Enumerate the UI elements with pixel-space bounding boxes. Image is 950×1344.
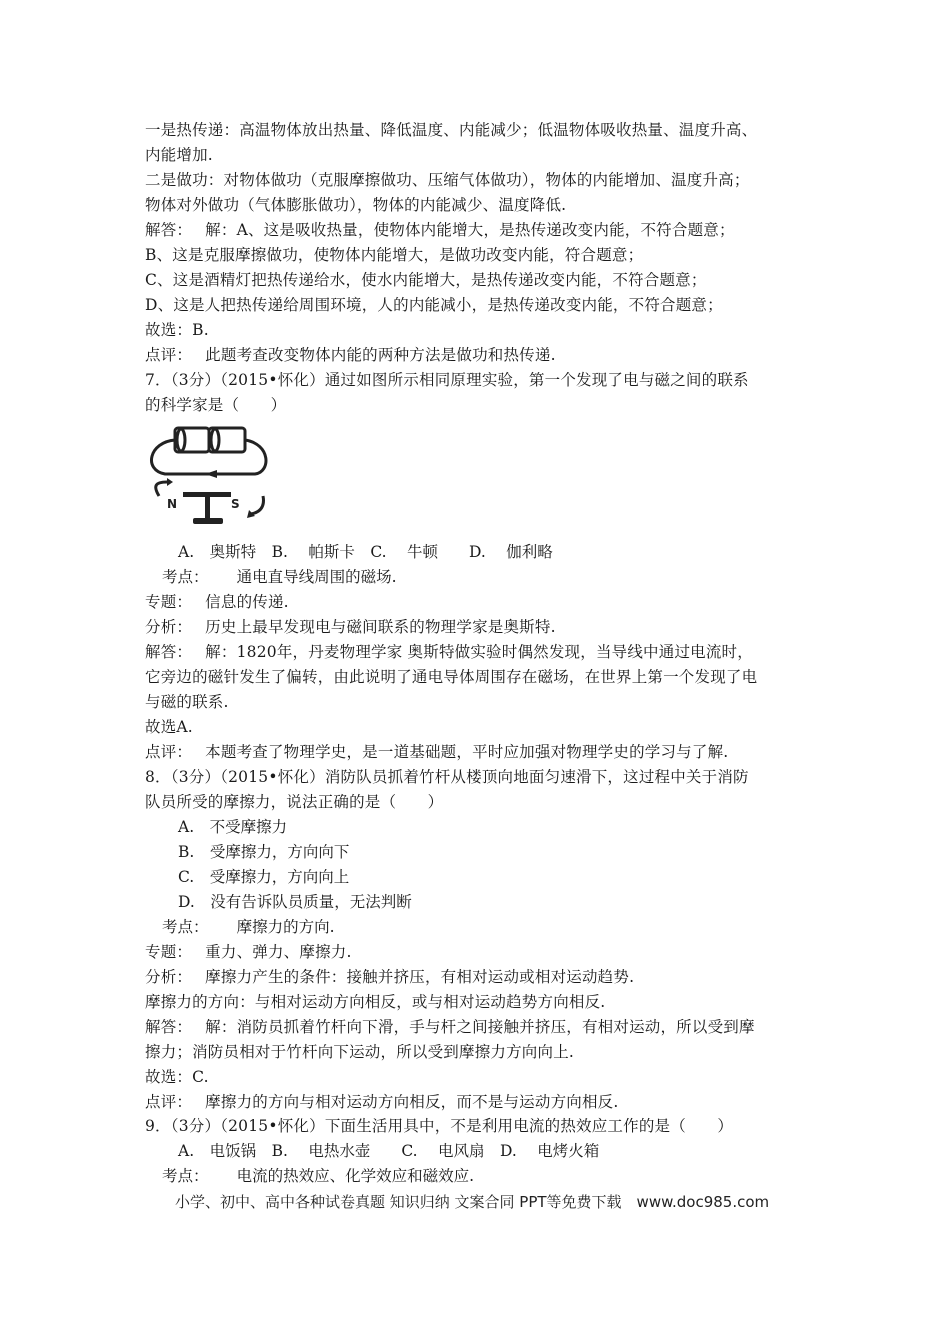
question-9-stem: 9．（3分）（2015•怀化）下面生活用具中，不是利用电流的热效应工作的是（ ） bbox=[145, 1117, 734, 1135]
text-line: 擦力；消防员相对于竹杆向下运动，所以受到摩擦力方向向上. bbox=[145, 1043, 575, 1061]
text-line: 解答： 解：A、这是吸收热量，使物体内能增大，是热传递改变内能，不符合题意； bbox=[145, 221, 735, 239]
question-7-options: A. 奥斯特 B. 帕斯卡 C. 牛顿 D. 伽利略 bbox=[178, 543, 553, 561]
text-line: 解答： 解：消防员抓着竹杆向下滑，手与杆之间接触并挤压，有相对运动，所以受到摩 bbox=[145, 1018, 755, 1036]
text-line: 分析： 历史上最早发现电与磁间联系的物理学家是奥斯特. bbox=[145, 618, 556, 636]
question-8-option-a: A. 不受摩擦力 bbox=[178, 818, 288, 836]
text-line: 考点： 电流的热效应、化学效应和磁效应. bbox=[162, 1167, 475, 1185]
text-line: 专题： 信息的传递. bbox=[145, 593, 289, 611]
text-line: 二是做功：对物体做功（克服摩擦做功、压缩气体做功），物体的内能增加、温度升高； bbox=[145, 171, 750, 189]
text-line: 分析： 摩擦力产生的条件：接触并挤压，有相对运动或相对运动趋势. bbox=[145, 968, 635, 986]
text-line: 点评： 本题考查了物理学史，是一道基础题，平时应加强对物理学史的学习与了解. bbox=[145, 743, 729, 761]
text-line: C、这是酒精灯把热传递给水，使水内能增大，是热传递改变内能，不符合题意； bbox=[145, 271, 707, 289]
question-7-stem: 的科学家是（ ） bbox=[145, 396, 287, 414]
text-line: 点评： 此题考查改变物体内能的两种方法是做功和热传递. bbox=[145, 346, 556, 364]
text-line: B、这是克服摩擦做功，使物体内能增大，是做功改变内能，符合题意； bbox=[145, 246, 644, 264]
text-line: 故选：C. bbox=[145, 1068, 209, 1086]
text-line: 一是热传递：高温物体放出热量、降低温度、内能减少；低温物体吸收热量、温度升高、 bbox=[145, 121, 758, 139]
question-8-option-b: B. 受摩擦力，方向向下 bbox=[178, 843, 350, 861]
question-8-stem: 8．（3分）（2015•怀化）消防队员抓着竹杆从楼顶向地面匀速滑下，这过程中关于消防 bbox=[145, 768, 749, 786]
text-line: 摩擦力的方向：与相对运动方向相反，或与相对运动趋势方向相反. bbox=[145, 993, 606, 1011]
text-line: 故选A. bbox=[145, 718, 193, 736]
page-footer: 小学、初中、高中各种试卷真题 知识归纳 文案合同 PPT等免费下载 www.doc985.com bbox=[175, 1193, 770, 1211]
text-line: 考点： 通电直导线周围的磁场. bbox=[162, 568, 397, 586]
question-8-stem: 队员所受的摩擦力，说法正确的是（ ） bbox=[145, 793, 444, 811]
text-line: 故选：B. bbox=[145, 321, 209, 339]
question-8-option-d: D. 没有告诉队员质量，无法判断 bbox=[178, 893, 412, 911]
question-7-stem: 7．（3分）（2015•怀化）通过如图所示相同原理实验，第一个发现了电与磁之间的联系 bbox=[145, 371, 749, 389]
text-line: 物体对外做功（气体膨胀做功），物体的内能减少、温度降低. bbox=[145, 196, 567, 214]
text-line: 与磁的联系. bbox=[145, 693, 229, 711]
north-pole-label: N bbox=[167, 497, 178, 511]
question-8-option-c: C. 受摩擦力，方向向上 bbox=[178, 868, 350, 886]
question-9-options: A. 电饭锅 B. 电热水壶 C. 电风扇 D. 电烤火箱 bbox=[178, 1142, 600, 1160]
text-line: D、这是人把热传递给周围环境，人的内能减小，是热传递改变内能，不符合题意； bbox=[145, 296, 723, 314]
text-line: 解答： 解：1820年，丹麦物理学家 奥斯特做实验时偶然发现，当导线中通过电流时， bbox=[145, 643, 753, 661]
text-line: 专题： 重力、弹力、摩擦力. bbox=[145, 943, 352, 961]
text-line: 考点： 摩擦力的方向. bbox=[162, 918, 335, 936]
text-line: 它旁边的磁针发生了偏转，由此说明了通电导体周围存在磁场，在世界上第一个发现了电 bbox=[145, 668, 758, 686]
south-pole-label: S bbox=[231, 497, 240, 511]
oersted-experiment-figure bbox=[145, 422, 275, 534]
text-line: 点评： 摩擦力的方向与相对运动方向相反，而不是与运动方向相反. bbox=[145, 1093, 619, 1111]
text-line: 内能增加. bbox=[145, 146, 213, 164]
